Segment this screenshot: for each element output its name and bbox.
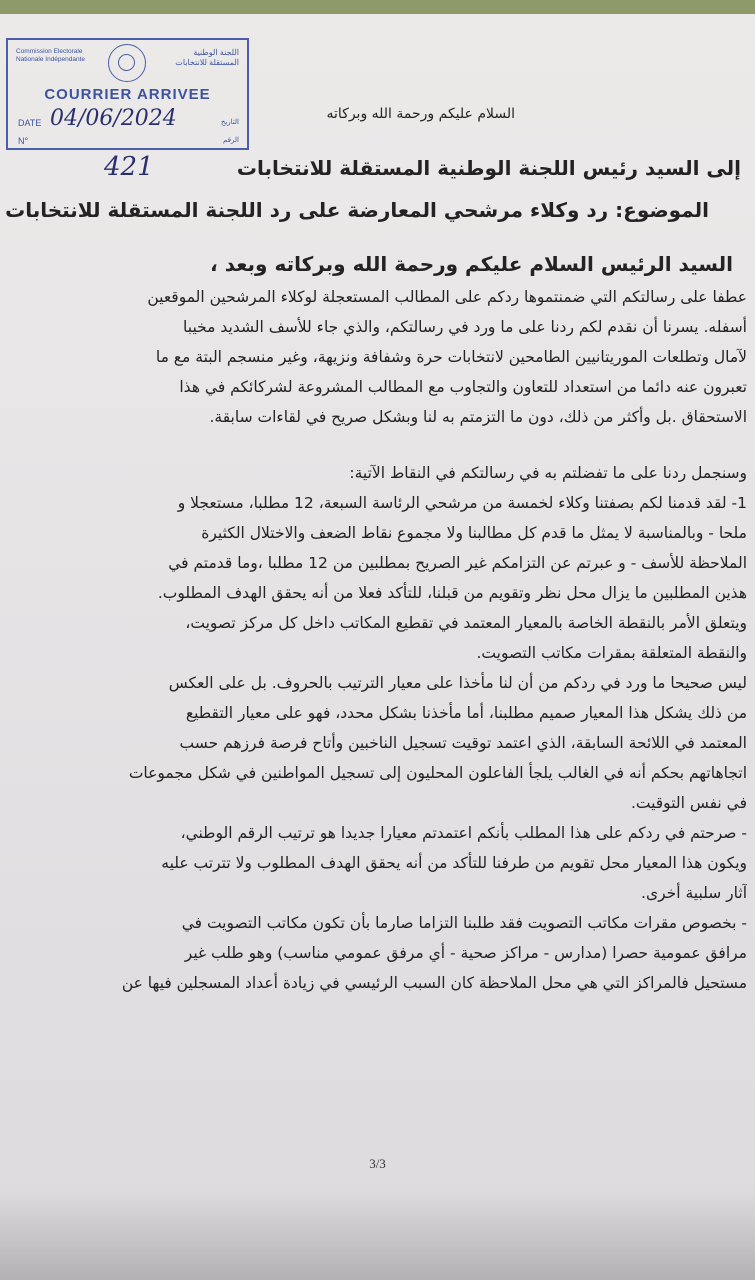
courrier-arrivee-stamp [6, 38, 249, 150]
stamp-org-french: Commission Electorale Nationale Indépendante [16, 48, 86, 63]
page-number: 3/3 [369, 1156, 386, 1171]
paragraph-1 [2, 282, 747, 432]
addressee-line: إلى السيد رئيس اللجنة الوطنية المستقلة للانتخابات [236, 156, 741, 180]
stamp-number-label-ar: الرقم [223, 137, 239, 144]
stamp-title: COURRIER ARRIVEE [44, 86, 211, 103]
paragraph-line: المعتمد في اللائحة السابقة، الذي اعتمد توقيت تسجيل الناخبين وأتاح فرصة فرزهم حسب [179, 734, 747, 752]
paragraph-line: مرافق عمومية حصرا (مدارس - مراكز صحية - أي مرفق عمومي مناسب) وهو طلب غير [184, 944, 747, 962]
paragraph-line: والنقطة المتعلقة بمقرات مكاتب التصويت. [476, 644, 747, 662]
registration-number: 421 [104, 152, 154, 182]
opening-greeting: السلام عليكم ورحمة الله وبركاته [326, 106, 515, 122]
paragraph-line: وسنجمل ردنا على ما تفضلتم به في رسالتكم في النقاط الآتية: [349, 464, 747, 482]
paragraph-line: - بخصوص مقرات مكاتب التصويت فقد طلبنا التزاما صارما بأن تكون مكاتب التصويت في [181, 914, 747, 932]
stamp-date-value: 04/06/2024 [50, 106, 177, 131]
salutation: السيد الرئيس السلام عليكم ورحمة الله وبركاته وبعد ، [210, 252, 733, 276]
stamp-logo-icon [108, 44, 146, 82]
stamp-date-label-ar: التاريخ [220, 119, 239, 126]
stamp-date-row [18, 106, 239, 134]
subject-line: الموضوع: رد وكلاء مرشحي المعارضة على رد اللجنة المستقلة للانتخابات [5, 198, 709, 222]
paragraph-line: ملحا - وبالمناسبة لا يمثل ما قدم كل مطالبنا ولا مجموع نقاط الضعف والاختلال الكثيرة [201, 524, 747, 542]
paragraph-line: آثار سلبية أخرى. [641, 884, 747, 902]
paragraph-line: الاستحقاق .بل وأكثر من ذلك، دون ما التزمتم به لنا وبشكل صريح في لقاءات سابقة. [209, 408, 747, 426]
letter-page [0, 14, 755, 1280]
paragraph-line: - صرحتم في ردكم على هذا المطلب بأنكم اعتمدتم معيارا جديدا هو ترتيب الرقم الوطني، [180, 824, 747, 842]
paragraph-line: ويتعلق الأمر بالنقطة الخاصة بالمعيار المعتمد في تقطيع المكاتب داخل كل مركز تصويت، [185, 614, 747, 632]
stamp-number-label: N° [18, 136, 29, 146]
paragraph-2 [2, 458, 747, 998]
stamp-number-row [18, 136, 239, 146]
paragraph-line: 1- لقد قدمنا لكم بصفتنا وكلاء لخمسة من مرشحي الرئاسة السبعة، 12 مطلبا، مستعجلا و [177, 494, 747, 512]
paragraph-line: لآمال وتطلعات الموريتانيين الطامحين لانتخابات حرة وشفافة ونزيهة، وغير منسجم البتة مع ما [155, 348, 747, 366]
paragraph-line: من ذلك يشكل هذا المعيار صميم مطلبنا، أما مأخذنا بشكل محدد، فهو على معيار التقطيع [185, 704, 747, 722]
paragraph-line: أسفله. يسرنا أن نقدم لكم ردنا على ما ورد في رسالتكم، والذي جاء للأسف الشديد مخيبا [183, 318, 747, 336]
paragraph-line: تعبرون عنه دائما من استعداد للتعاون والتجاوب مع المطالب المشروعة لشركائكم في هذا [179, 378, 747, 396]
stamp-org-arabic: اللجنة الوطنية المستقلة للانتخابات [175, 48, 239, 67]
paragraph-line: ويكون هذا المعيار محل تقويم من طرفنا للتأكد من أنه يحقق الهدف المطلوب ولا تترتب عليه [161, 854, 747, 872]
paragraph-line: هذين المطلبين ما يزال محل نظر وتقويم من قبلنا، للتأكد فعلا من أنه يحقق الهدف المطلوب. [157, 584, 747, 602]
paragraph-line: في نفس التوقيت. [630, 794, 747, 812]
paragraph-line: عطفا على رسالتكم التي ضمنتموها ردكم على المطالب المستعجلة لوكلاء المرشحين الموقعين [147, 288, 747, 306]
stamp-date-label: DATE [18, 118, 42, 128]
paragraph-line: مستحيل فالمراكز التي هي محل الملاحظة كان السبب الرئيسي في زيادة أعداد المسجلين فيها عن [121, 974, 747, 992]
paragraph-line: الملاحظة للأسف - و عبرتم عن التزامكم غير الصريح بمطلبين من 12 مطلبا ،وما قدمتم في [168, 554, 747, 572]
paragraph-line: ليس صحيحا ما ورد في ردكم من أن لنا مأخذا على معيار الترتيب بالحروف. بل على العكس [168, 674, 747, 692]
paragraph-line: اتجاهاتهم بحكم أنه في الغالب يلجأ الفاعلون المحليون إلى تسجيل المواطنين في شكل مجموعات [128, 764, 747, 782]
